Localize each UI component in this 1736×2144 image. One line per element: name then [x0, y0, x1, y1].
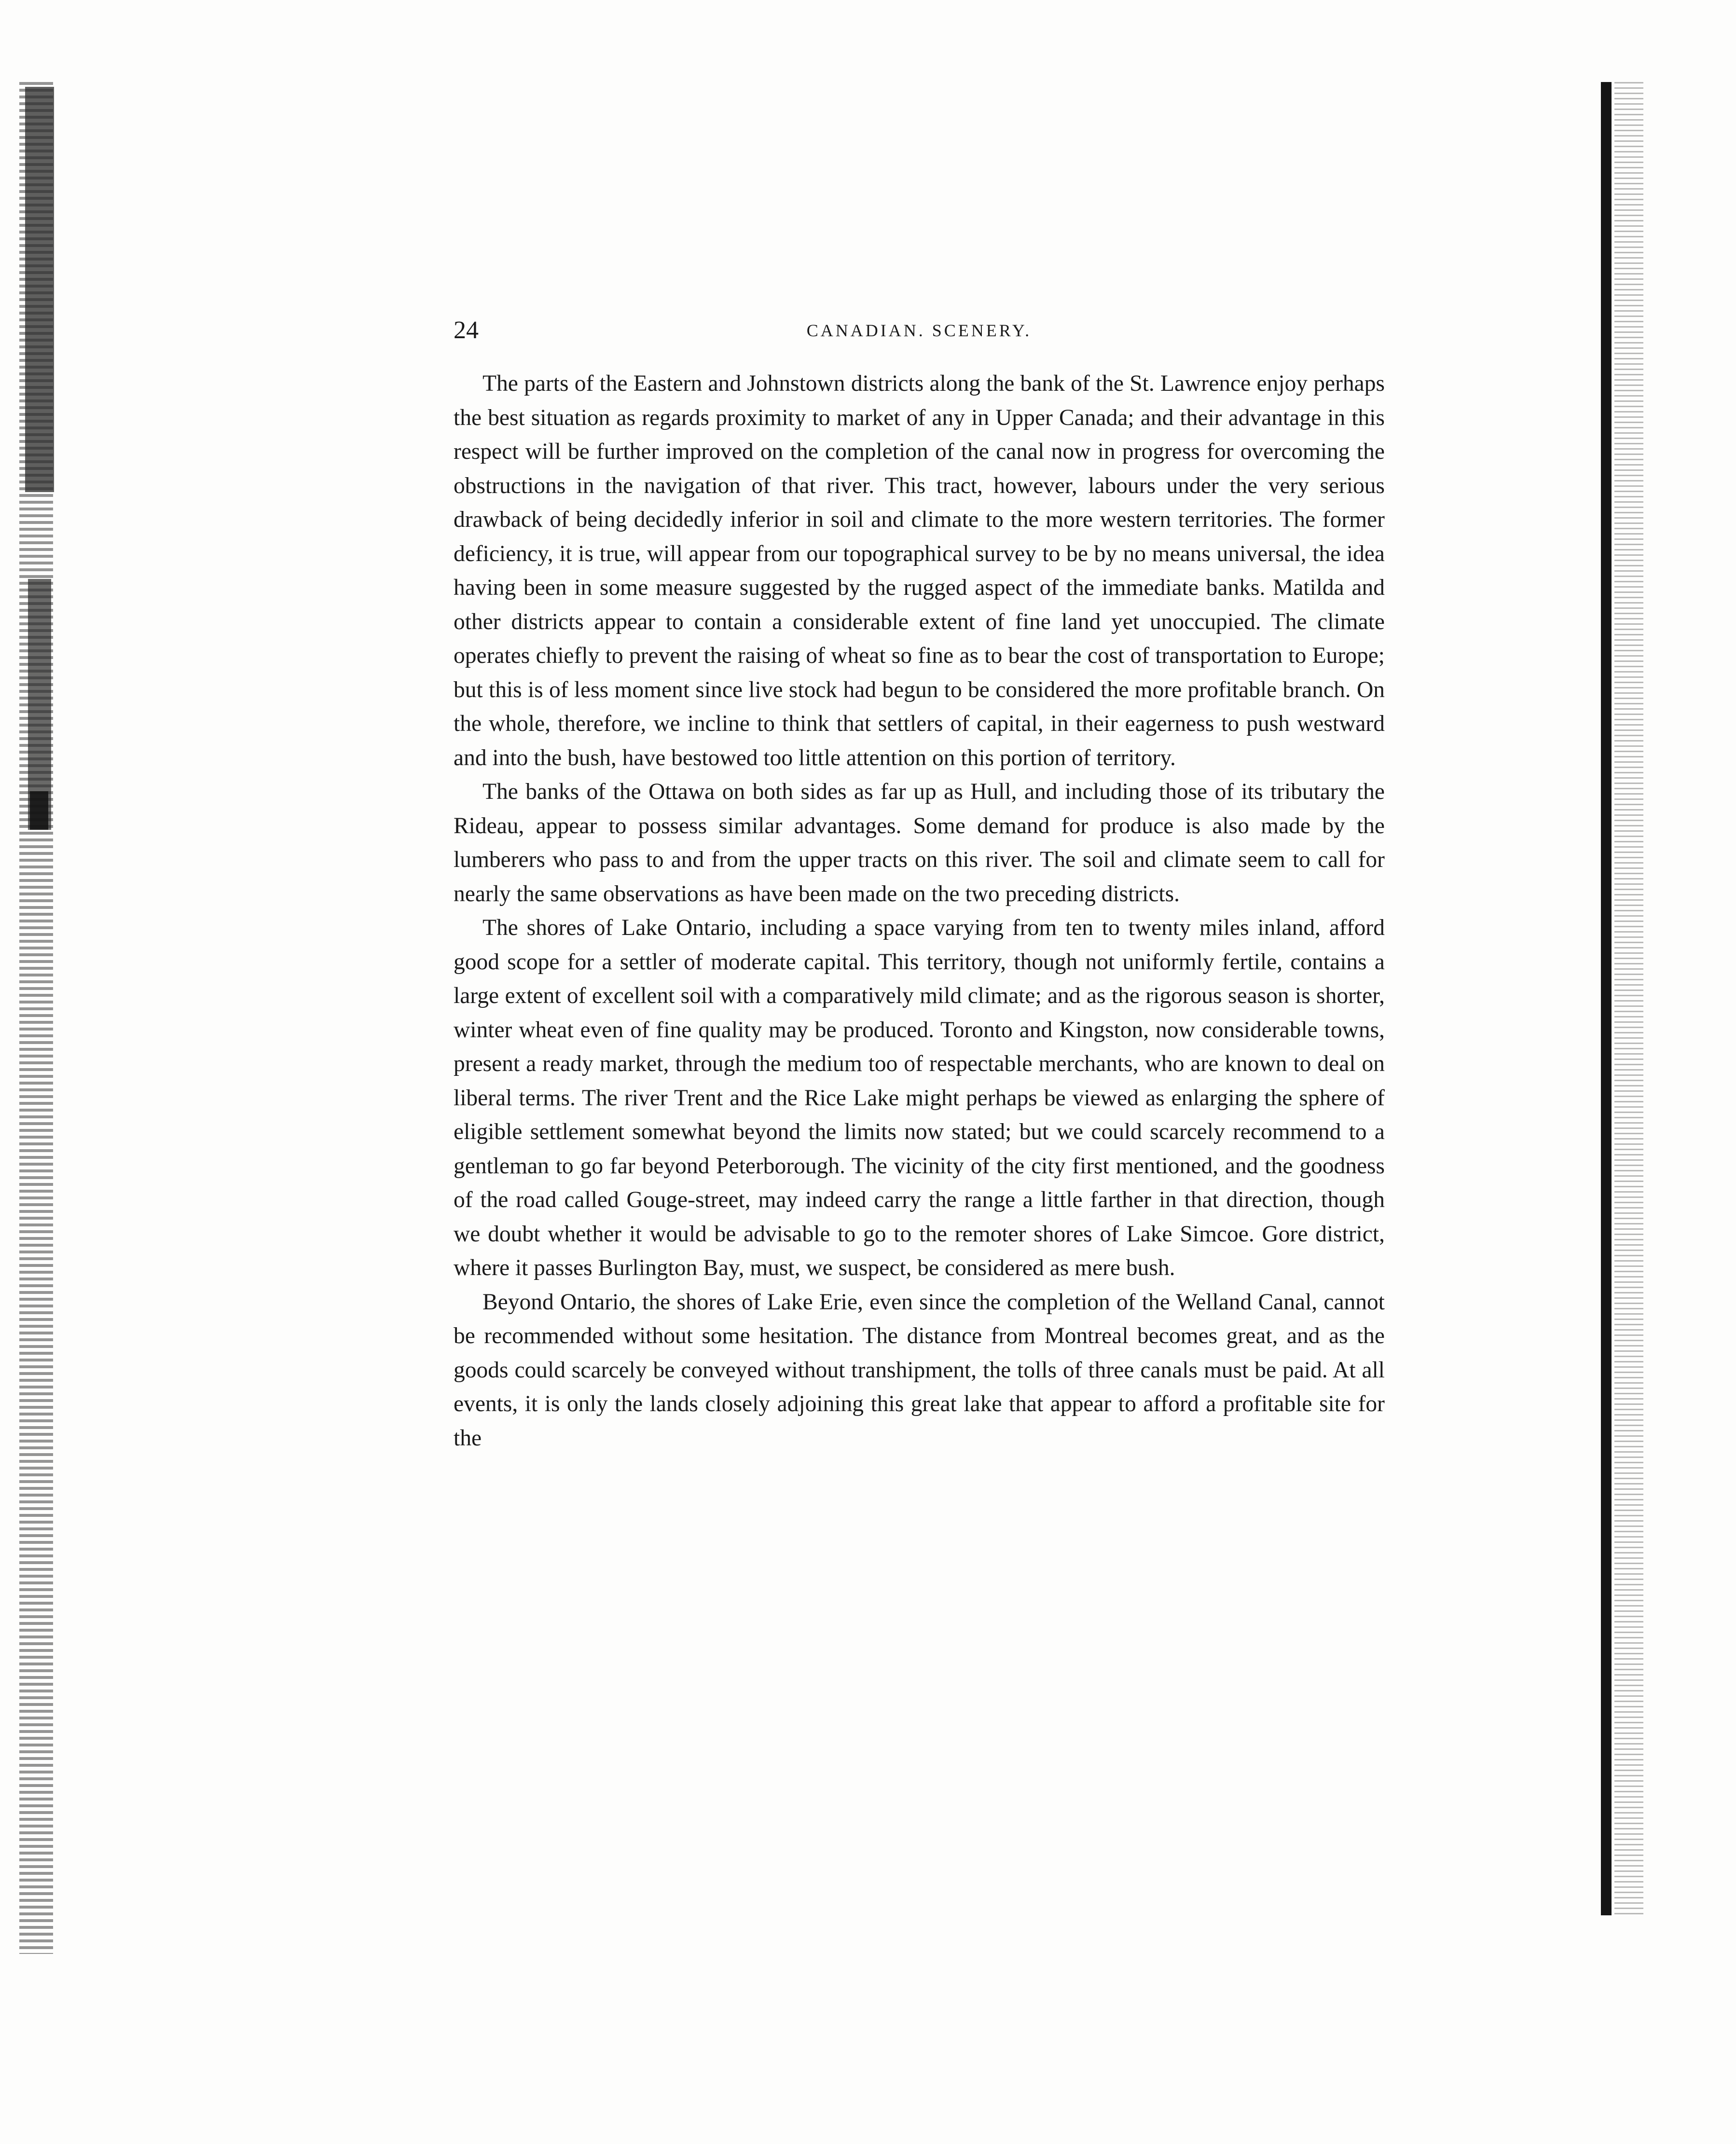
running-head: CANADIAN. SCENERY. [806, 321, 1032, 340]
left-binding-shadow [25, 87, 54, 492]
right-page-edge [1601, 82, 1612, 1915]
body-text [454, 367, 1385, 1455]
paragraph: The parts of the Eastern and Johnstown districts along the bank of the St. Lawrence enjoy perhaps the best situation as regards proximity to market of any in Upper Canada; and their advantage in this respect will be further improved on the completion of the canal now in progress for overcoming the obstructions in the navigation of that river. This tract, however, labours under the very serious drawback of being decidedly inferior in soil and climate to the more western territories. The former deficiency, it is true, will appear from our topographical survey to be by no means universal, the idea having been in some measure suggested by the rugged aspect of the immediate banks. Matilda and other districts appear to contain a considerable extent of fine land yet unoccupied. The climate operates chiefly to prevent the raising of wheat so fine as to bear the cost of transportation to Europe; but this is of less moment since live stock had begun to be considered the more profitable branch. On the whole, therefore, we incline to think that settlers of capital, in their eagerness to push westward and into the bush, have bestowed too little attention on this portion of territory. [454, 371, 1385, 770]
paragraph: The banks of the Ottawa on both sides as far up as Hull, and including those of its tributary the Rideau, appear to possess similar advantages. Some demand for produce is also made by the lumberers who pass to and from the upper tracts on this river. The soil and climate seem to call for nearly the same observations as have been made on the two preceding districts. [454, 779, 1385, 907]
paragraph: The shores of Lake Ontario, including a space varying from ten to twenty miles inland, afford good scope for a settler of moderate capital. This territory, though not uniformly fertile, contains a large extent of excellent soil with a comparatively mild climate; and as the rigorous season is shorter, winter wheat even of fine quality may be produced. Toronto and Kingston, now considerable towns, present a ready market, through the medium too of respectable merchants, who are known to deal on liberal terms. The river Trent and the Rice Lake might perhaps be viewed as enlarging the sphere of eligible settlement somewhat beyond the limits now stated; but we could scarcely recommend to a gentleman to go far beyond Peterborough. The vicinity of the city first mentioned, and the goodness of the road called Gouge-street, may indeed carry the range a little farther in that direction, though we doubt whether it would be advisable to go to the remoter shores of Lake Simcoe. Gore district, where it passes Burlington Bay, must, we suspect, be considered as mere bush. [454, 915, 1385, 1280]
left-binding-shadow [30, 791, 48, 830]
right-page-edge-texture [1614, 82, 1643, 1915]
page-header [454, 314, 1385, 347]
paragraph: Beyond Ontario, the shores of Lake Erie, even since the completion of the Welland Canal, cannot be recommended without some hesitation. The distance from Montreal becomes great, and as the goods could scarcely be conveyed without transhipment, the tolls of three canals must be paid. At all events, it is only the lands closely adjoining this great lake that appear to afford a profitable site for the [454, 1289, 1385, 1451]
page-number: 24 [454, 316, 479, 344]
